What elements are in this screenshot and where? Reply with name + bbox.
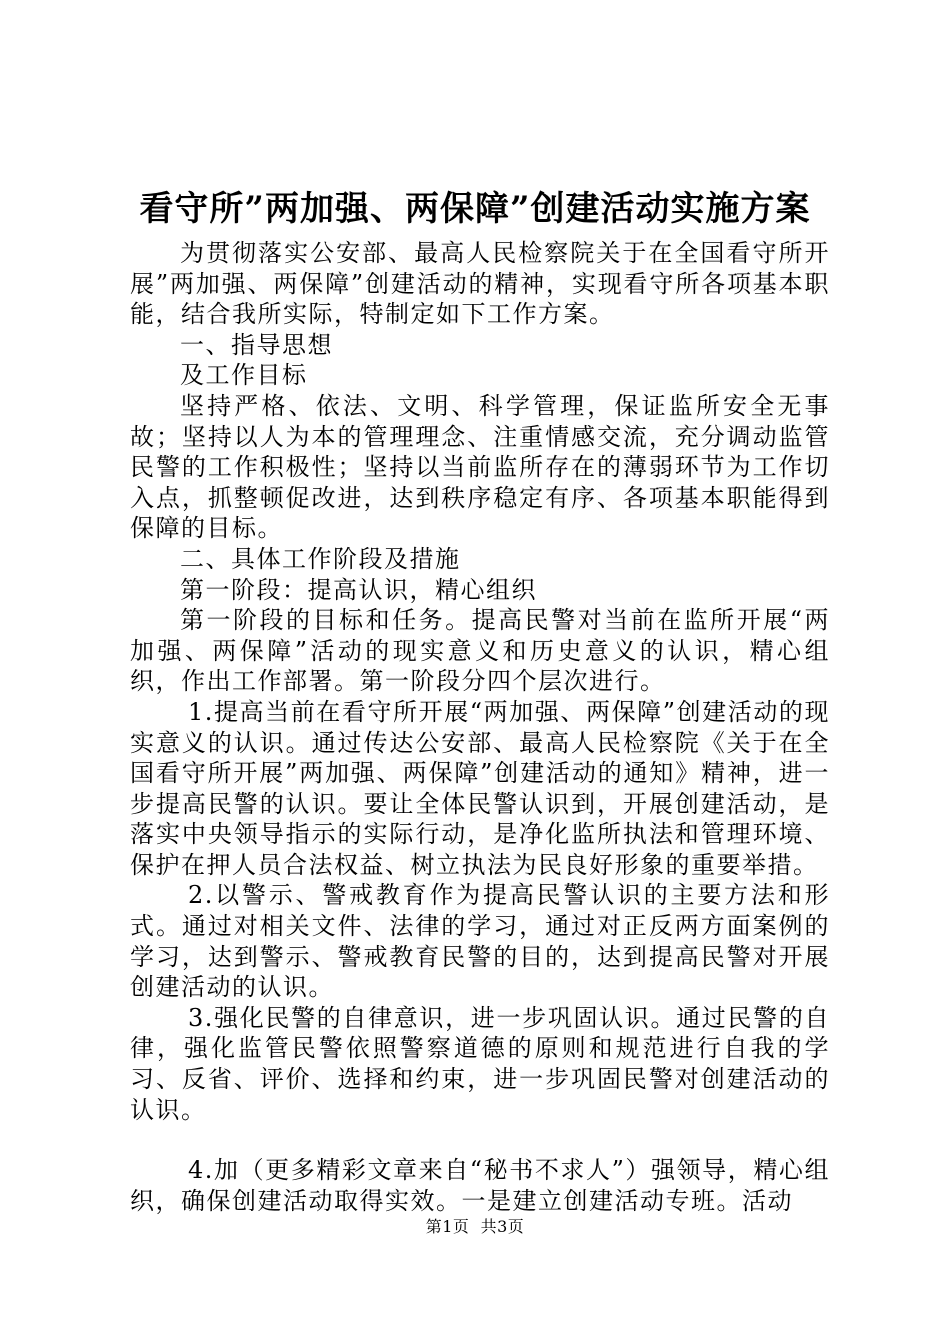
list-item-4: 4.加（更多精彩文章来自“秘书不求人”）强领导，精心组织，确保创建活动取得实效。一是建立创建活动专班。活动 bbox=[130, 1156, 830, 1215]
paragraph-gap bbox=[130, 1125, 830, 1155]
list-item-1: 1.提高当前在看守所开展“两加强、两保障”创建活动的现实意义的认识。通过传达公安部、最高人民检察院《关于在全国看守所开展”两加强、两保障”创建活动的通知》精神，进一步提高民警的认识。要让全体民警认识到，开展创建活动，是落实中央领导指示的实际行动，是净化监所执法和管理环境、保护在押人员合法权益、树立执法为民良好形象的重要举措。 bbox=[130, 697, 830, 879]
document-title: 看守所”两加强、两保障”创建活动实施方案 bbox=[139, 189, 811, 229]
page-footer bbox=[0, 1215, 950, 1239]
page-total: 共3页 bbox=[480, 1217, 525, 1236]
paragraph-stage-one-goal: 第一阶段的目标和任务。提高民警对当前在监所开展“两加强、两保障”活动的现实意义和历史意义的认识，精心组织，作出工作部署。第一阶段分四个层次进行。 bbox=[130, 606, 830, 696]
page-number: 第1页 bbox=[425, 1217, 470, 1236]
paragraph-intro: 为贯彻落实公安部、最高人民检察院关于在全国看守所开展”两加强、两保障”创建活动的精神，实现看守所各项基本职能，结合我所实际，特制定如下工作方案。 bbox=[130, 239, 830, 329]
list-item-3: 3.强化民警的自律意识，进一步巩固认识。通过民警的自律，强化监管民警依照警察道德的原则和规范进行自我的学习、反省、评价、选择和约束，进一步巩固民警对创建活动的认识。 bbox=[130, 1003, 830, 1124]
heading-stage-one: 第一阶段：提高认识，精心组织 bbox=[180, 575, 537, 604]
document-body bbox=[130, 238, 830, 1216]
heading-work-goal: 及工作目标 bbox=[180, 361, 308, 390]
list-item-2: 2.以警示、警戒教育作为提高民警认识的主要方法和形式。通过对相关文件、法律的学习，通过对正反两方面案例的学习，达到警示、警戒教育民警的目的，达到提高民警对开展创建活动的认识。 bbox=[130, 881, 830, 1002]
heading-guiding-thought: 一、指导思想 bbox=[180, 330, 333, 359]
heading-work-stages: 二、具体工作阶段及措施 bbox=[180, 544, 461, 573]
paragraph-principles: 坚持严格、依法、文明、科学管理，保证监所安全无事故；坚持以人为本的管理理念、注重情感交流，充分调动监管民警的工作积极性；坚持以当前监所存在的薄弱环节为工作切入点，抓整顿促改进，达到秩序稳定有序、各项基本职能得到保障的目标。 bbox=[130, 391, 830, 543]
